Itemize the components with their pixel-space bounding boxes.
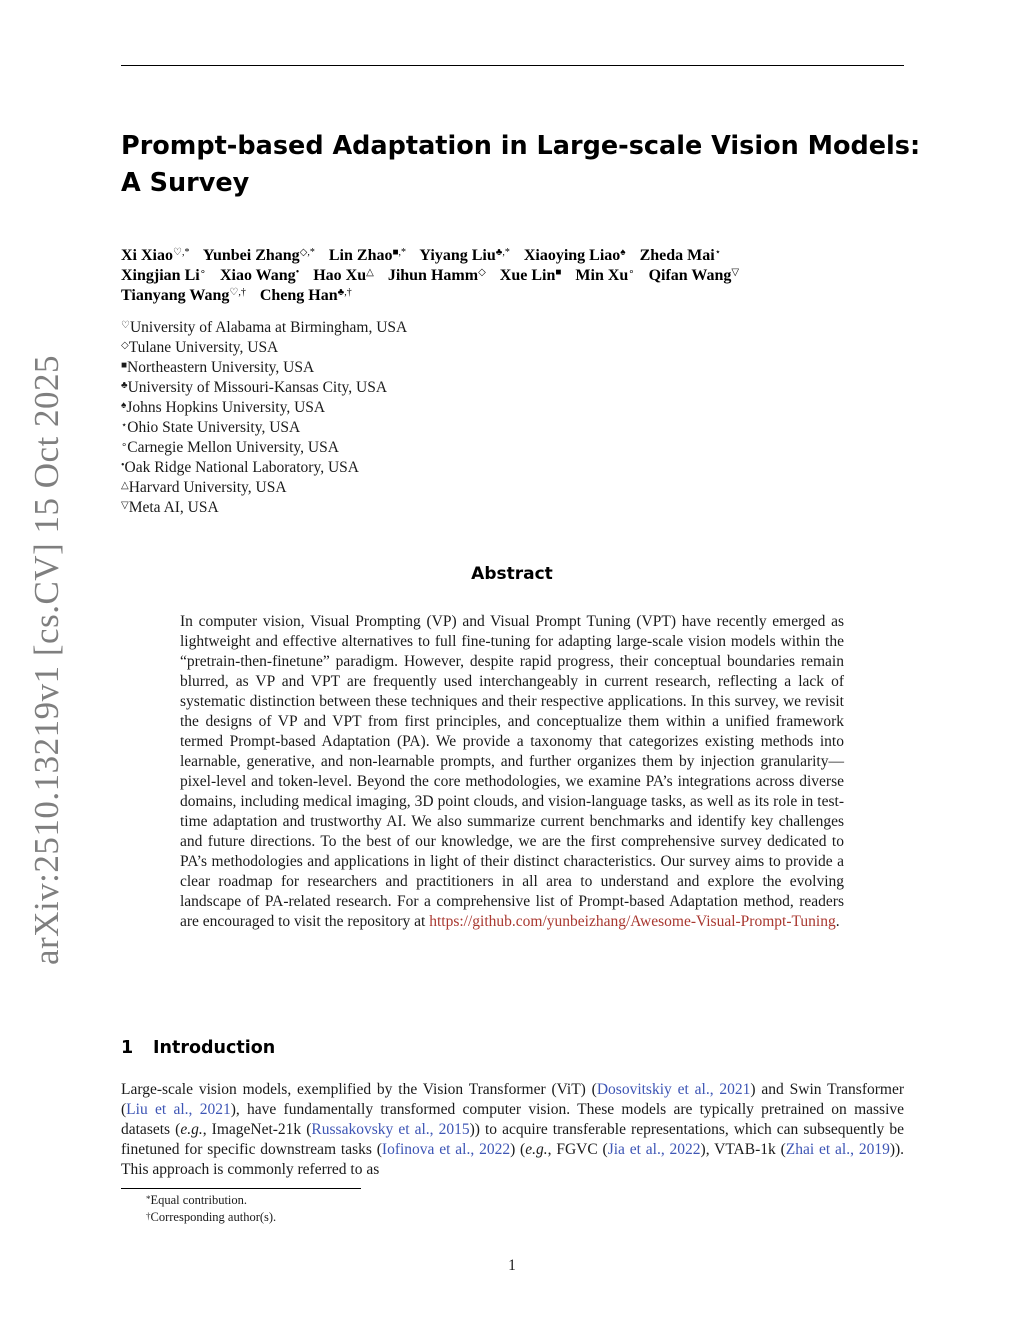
abstract-body: In computer vision, Visual Prompting (VP) and Visual Prompt Tuning (VPT) have recently emerged as lightweight and effective alternatives to full fine-tuning for adapting large-scale vision models within the “pretrain-then-finetune” paradigm. However, despite rapid progress, their conceptual boundaries remain blurred, as VP and VPT are frequently used interchangeably in current research, reflecting a lack of systematic distinction between these techniques and their respective applications. In this survey, we revisit the designs of VP and VPT from first principles, and conceptualize them within a unified framework termed Prompt-based Adaptation (PA). We provide a taxonomy that categorizes existing methods into learnable, generative, and non-learnable prompts, and further organizes them by injection granularity—pixel-level and token-level. Beyond the core methodologies, we examine PA’s integrations across diverse domains, including medical imaging, 3D point clouds, and vision-language tasks, as well as its role in test-time adaptation and trustworthy AI. We also summarize current benchmarks and identify key challenges and future directions. To the best of our knowledge, we are the first comprehensive survey dedicated to PA’s methodologies and applications in light of their distinct characteristics. Our survey aims to provide a clear roadmap for researchers and practitioners in all area to understand and explore the evolving landscape of PA-related research. For a comprehensive list of Prompt-based Adaptation method, readers are encouraged to visit the repository at https://github.com/yunbeizhang/Awesome-Visual-Prompt-Tuning. [180,613,844,930]
footnote: *Equal contribution. [146,1193,248,1207]
title-line-1: Prompt-based Adaptation in Large-scale Vision Models: [121,131,921,161]
author: Min Xu∘ [575,267,635,284]
author: Zheda Mai⋆ [639,247,721,264]
affiliation: ∘Carnegie Mellon University, USA [121,439,339,456]
footnote: †Corresponding author(s). [146,1210,277,1224]
paper-title [121,128,921,202]
affiliation: ⋆Ohio State University, USA [121,419,301,436]
author: Xi Xiao♡,* [121,247,190,264]
repository-link[interactable]: https://github.com/yunbeizhang/Awesome-Visual-Prompt-Tuning [429,913,836,930]
author-list [121,246,911,306]
affiliation: ♠Johns Hopkins University, USA [121,399,326,416]
citation-link[interactable]: Russakovsky et al., 2015 [311,1121,470,1138]
affiliation: △Harvard University, USA [121,479,287,496]
intro-paragraph: Large-scale vision models, exemplified by the Vision Transformer (ViT) (Dosovitskiy et al., 2021) and Swin Transformer (Liu et al., 2021), have fundamentally transformed computer vision. These models are typically pretrained on massive datasets (e.g., ImageNet-21k (Russakovsky et al., 2015)) to acquire transferable representations, which can subsequently be finetuned for specific downstream tasks (Iofinova et al., 2022) (e.g., FGVC (Jia et al., 2022), VTAB-1k (Zhai et al., 2019)). This approach is commonly referred to as [121,1081,905,1178]
author: Jihun Hamm◇ [387,267,486,284]
arxiv-identifier: arXiv:2510.13219v1 [cs.CV] 15 Oct 2025 [27,354,66,966]
affiliation: ■Northeastern University, USA [121,359,315,376]
footnote-rule [121,1188,361,1189]
abstract-heading: Abstract [471,564,553,584]
author: Xue Lin■ [499,267,562,284]
citation-link[interactable]: Zhai et al., 2019 [785,1141,890,1158]
affiliation: ♣University of Missouri-Kansas City, USA [121,379,388,396]
section-title: Introduction [153,1038,276,1058]
citation-link[interactable]: Dosovitskiy et al., 2021 [596,1081,751,1098]
author: Lin Zhao■,* [328,247,407,264]
author: Xiao Wang• [219,267,300,284]
title-line-2: A Survey [121,168,250,198]
author: Xiaoying Liao♠ [523,247,626,264]
author: Yunbei Zhang◇,* [202,247,315,264]
author: Cheng Han♣,† [259,287,352,304]
section-number: 1 [121,1038,134,1058]
citation-link[interactable]: Iofinova et al., 2022 [381,1141,511,1158]
author: Hao Xu△ [313,267,374,284]
author: Yiyang Liu♣,* [419,247,510,264]
header-rule [121,65,904,66]
author: Tianyang Wang♡,† [121,287,246,304]
abstract-text: In computer vision, Visual Prompting (VP) and Visual Prompt Tuning (VPT) have recently emerged as lightweight and effective alternatives to full fine-tuning for adapting large-scale vision models within the “pretrain-then-finetune” paradigm. However, despite rapid progress, their conceptual boundaries remain blurred, as VP and VPT are frequently used interchangeably in current research, reflecting a lack of systematic distinction between these techniques and their respective applications. In this survey, we revisit the designs of VP and VPT from first principles, and conceptualize them within a unified framework termed Prompt-based Adaptation (PA). We provide a taxonomy that categorizes existing methods into learnable, generative, and non-learnable prompts, and further organizes them by injection granularity—pixel-level and token-level. Beyond the core methodologies, we examine PA’s integrations across diverse domains, including medical imaging, 3D point clouds, and vision-language tasks, as well as its role in test-time adaptation and trustworthy AI. We also summarize current benchmarks and identify key challenges and future directions. To the best of our knowledge, we are the first comprehensive survey dedicated to PA’s methodologies and applications in light of their distinct characteristics. Our survey aims to provide a clear roadmap for researchers and practitioners in all area to understand and explore the evolving landscape of PA-related research. For a comprehensive list of Prompt-based Adaptation method, readers are encouraged to visit the repository at [180,613,844,930]
citation-link[interactable]: Jia et al., 2022 [607,1141,701,1158]
affiliation: •Oak Ridge National Laboratory, USA [121,459,359,476]
author: Xingjian Li∘ [121,267,206,284]
author: Qifan Wang▽ [648,267,740,284]
affiliation-list [121,318,407,518]
section-heading [121,1038,275,1058]
affiliation: ◇Tulane University, USA [121,339,279,356]
affiliation: ▽Meta AI, USA [121,499,219,516]
footnotes [146,1192,276,1226]
affiliation: ♡University of Alabama at Birmingham, USA [121,319,408,336]
citation-link[interactable]: Liu et al., 2021 [126,1101,231,1118]
page-number: 1 [508,1257,516,1274]
